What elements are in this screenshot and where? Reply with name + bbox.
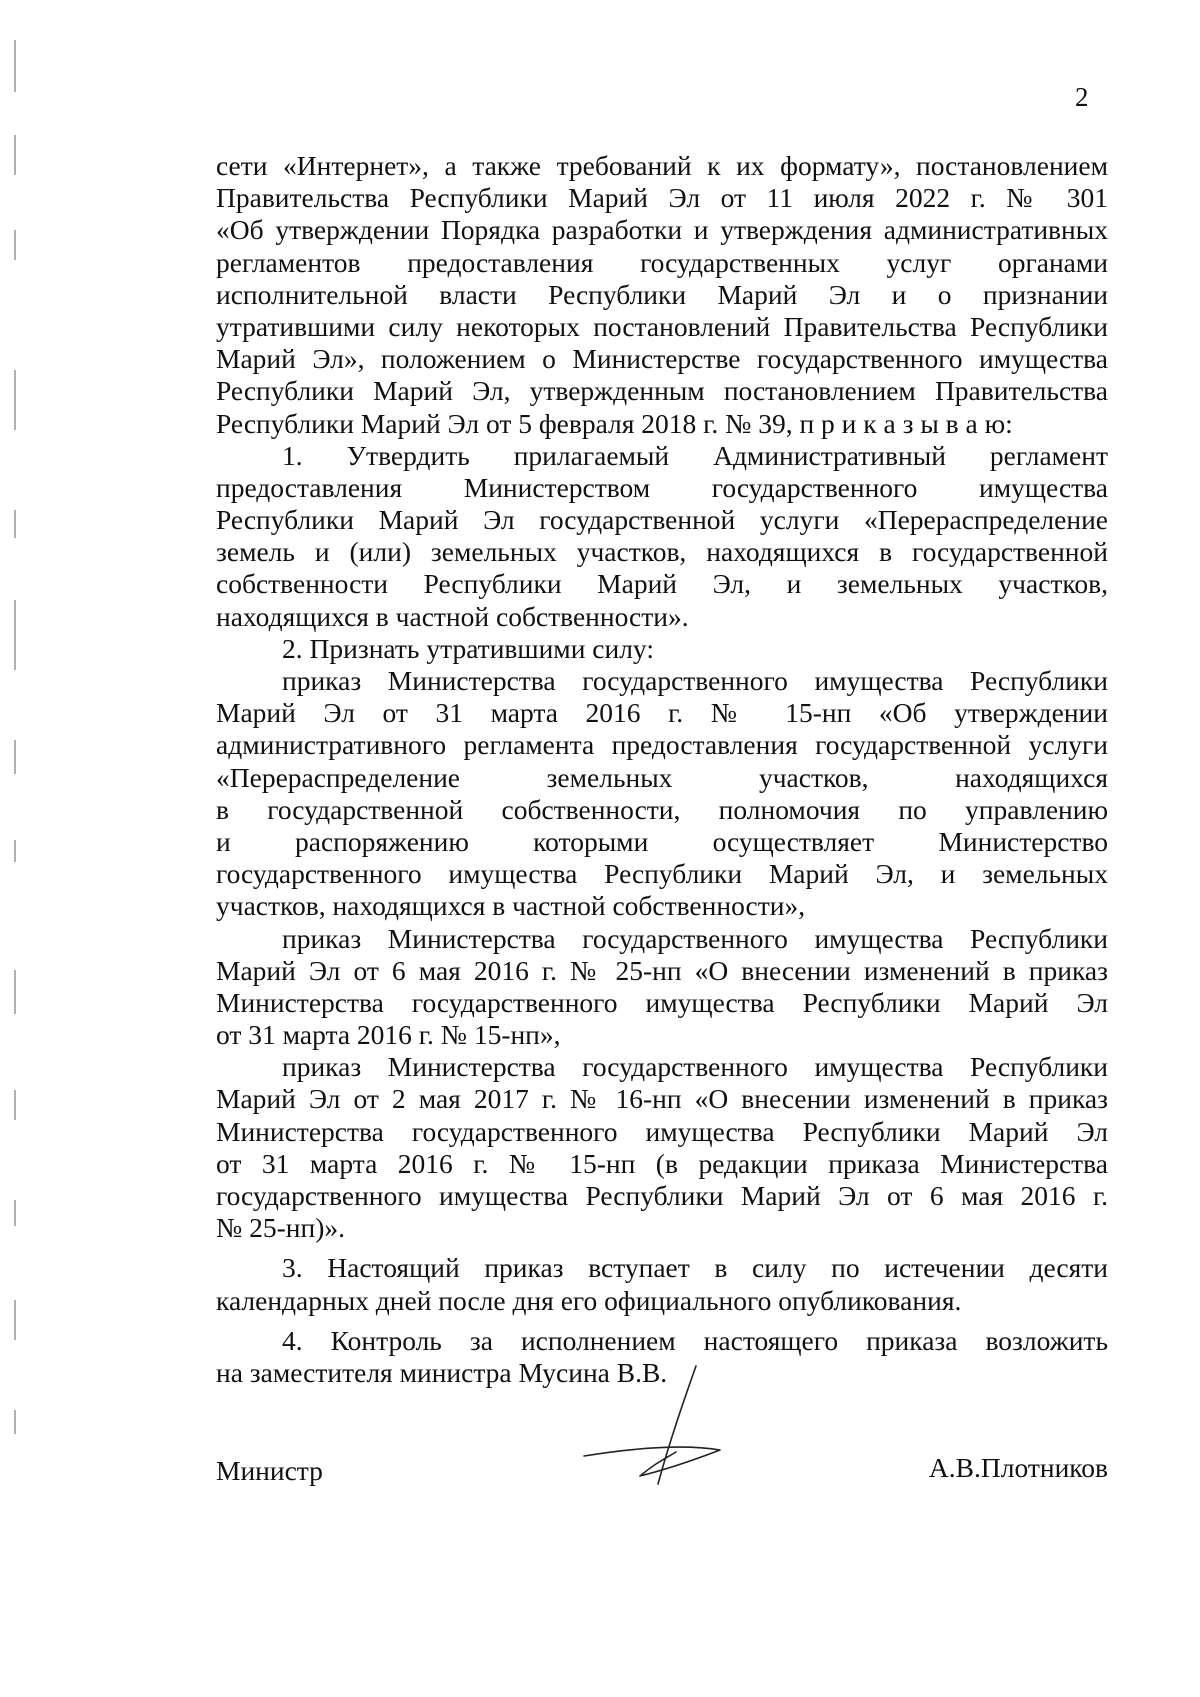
text-line: 3. Настоящий приказ вступает в силу по истечении десяти [282,1252,1108,1284]
text-line: Марий Эл», положением о Министерстве государственного имущества [216,343,1108,375]
text-line: регламентов предоставления государственных услуг органами [216,246,1108,278]
document-body [216,150,1108,1389]
text-line: календарных дней после дня его официального опубликования. [216,1284,962,1316]
text-line: в государственной собственности, полномочия по управлению [216,793,1108,825]
paragraph [216,150,1108,440]
signatory-name: А.В.Плотников [928,1452,1108,1483]
text-line: 4. Контроль за исполнением настоящего приказа возложить [282,1324,1108,1356]
text-line: исполнительной власти Республики Марий Эл и о признании [216,278,1108,310]
text-line: Правительства Республики Марий Эл от 11 июля 2022 г. № 301 [216,182,1108,214]
text-line: 1. Утвердить прилагаемый Административный регламент [282,439,1108,471]
paragraph [216,440,1108,633]
text-line: государственного имущества Республики Марий Эл от 6 мая 2016 г. [216,1180,1108,1211]
text-line: приказ Министерства государственного имущества Республики [282,665,1108,696]
page-number: 2 [1075,82,1089,112]
text-line: от 31 марта 2016 г. № 15-нп», [216,1019,561,1051]
signatory-title: Министр [216,1455,323,1486]
text-line: приказ Министерства государственного имущества Республики [282,922,1108,954]
text-line: и распоряжению которыми осуществляет Министерство [216,825,1108,857]
text-line: № 25-нп)». [216,1212,345,1244]
signature-block [216,1440,1108,1520]
text-line: административного регламента предоставления государственной услуги [216,729,1108,761]
text-line: утратившими силу некоторых постановлений Правительства Республики [216,310,1108,342]
text-line: Марий Эл от 2 мая 2017 г. № 16-нп «О внесении изменений в приказ [216,1083,1108,1115]
text-line: участков, находящихся в частной собственности», [216,890,806,922]
text-line: находящихся в частной собственности». [216,600,689,632]
text-line: сети «Интернет», а также требований к их формату», постановлением [216,150,1108,181]
text-line: от 31 марта 2016 г. № 15-нп (в редакции приказа Министерства [216,1147,1108,1179]
text-line: Марий Эл от 6 мая 2016 г. № 25-нп «О внесении изменений в приказ [216,954,1108,986]
text-line: «Перераспределение земельных участков, находящихся [216,761,1108,793]
scan-margin-marks [14,40,18,1540]
paragraph [216,665,1108,923]
paragraph [216,1051,1108,1244]
text-line: Республики Марий Эл, утвержденным постановлением Правительства [216,375,1108,407]
text-line: на заместителя министра Мусина В.В. [216,1356,668,1388]
text-line: земель и (или) земельных участков, находящихся в государственной [216,536,1108,568]
text-line: Министерства государственного имущества Республики Марий Эл [216,1115,1108,1147]
text-line: «Об утверждении Порядка разработки и утверждения административных [216,214,1108,246]
text-line: приказ Министерства государственного имущества Республики [282,1051,1108,1083]
handwritten-signature [574,1360,754,1510]
text-line: собственности Республики Марий Эл, и земельных участков, [216,568,1108,600]
paragraph [216,1252,1108,1316]
text-line: Министерства государственного имущества Республики Марий Эл [216,986,1108,1018]
paragraph [216,633,1108,665]
text-line: Марий Эл от 31 марта 2016 г. № 15-нп «Об утверждении [216,697,1108,729]
text-line: 2. Признать утратившими силу: [282,632,654,664]
text-line: Республики Марий Эл государственной услуги «Перераспределение [216,504,1108,536]
text-line: Республики Марий Эл от 5 февраля 2018 г. № 39, п р и к а з ы в а ю: [216,407,1013,439]
paragraph [216,923,1108,1052]
text-line: государственного имущества Республики Марий Эл, и земельных [216,858,1108,890]
text-line: предоставления Министерством государственного имущества [216,471,1108,503]
